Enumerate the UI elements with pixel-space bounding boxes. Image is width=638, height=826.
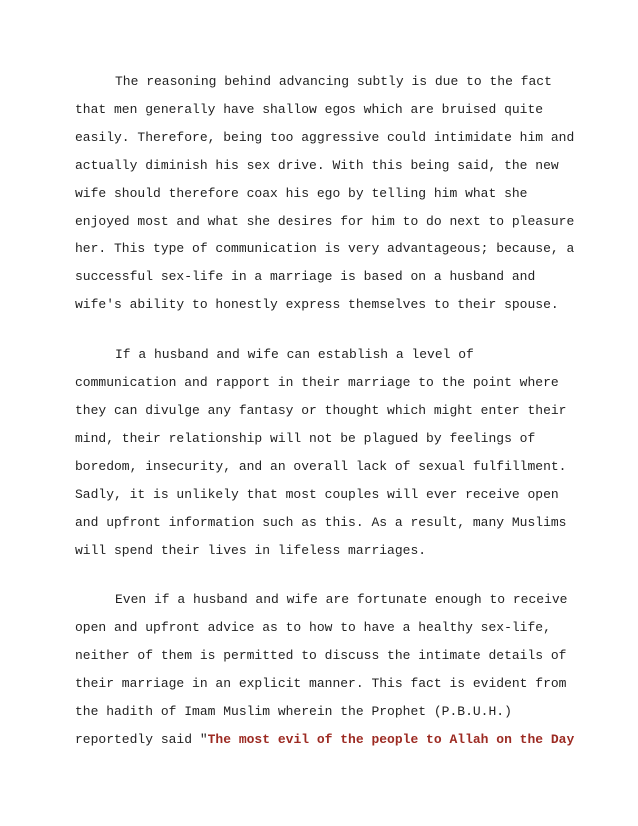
text-line: and upfront information such as this. As a result, many Muslims xyxy=(75,514,567,530)
text-line: that men generally have shallow egos which are bruised quite xyxy=(75,101,544,117)
text-line: the hadith of Imam Muslim wherein the Prophet (P.B.U.H.) xyxy=(75,704,512,720)
text-line: they can divulge any fantasy or thought which might enter their xyxy=(75,402,567,418)
quote-lead-in: reportedly said " xyxy=(75,731,208,747)
paragraph-2 xyxy=(75,341,565,564)
text-line: communication and rapport in their marriage to the point where xyxy=(75,375,559,391)
text-line: If a husband and wife can establish a level of xyxy=(115,347,474,363)
text-line: boredom, insecurity, and an overall lack of sexual fulfillment. xyxy=(75,458,567,474)
text-line: actually diminish his sex drive. With this being said, the new xyxy=(75,157,559,173)
text-line: open and upfront advice as to how to have a healthy sex-life, xyxy=(75,620,551,636)
hadith-quote: The most evil of the people to Allah on the Day xyxy=(207,731,575,747)
text-line: wife's ability to honestly express themselves to their spouse. xyxy=(75,297,559,313)
paragraph-1 xyxy=(75,68,575,319)
text-line: their marriage in an explicit manner. This fact is evident from xyxy=(75,676,567,692)
text-line: mind, their relationship will not be plagued by feelings of xyxy=(75,430,536,446)
text-line: Even if a husband and wife are fortunate enough to receive xyxy=(115,592,568,608)
paragraph-spacer xyxy=(75,564,565,586)
document-page xyxy=(75,68,575,754)
text-line: The reasoning behind advancing subtly is due to the fact xyxy=(115,74,552,89)
text-line: neither of them is permitted to discuss the intimate details of xyxy=(75,648,567,664)
text-line-with-quote xyxy=(75,726,575,754)
paragraph-3 xyxy=(75,586,575,753)
text-line: easily. Therefore, being too aggressive could intimidate him and xyxy=(75,129,575,145)
text-line: her. This type of communication is very advantageous; because, a xyxy=(75,241,575,257)
text-line: successful sex-life in a marriage is based on a husband and xyxy=(75,269,536,285)
text-line: will spend their lives in lifeless marriages. xyxy=(75,542,427,558)
text-line: wife should therefore coax his ego by telling him what she xyxy=(75,185,528,201)
text-line: Sadly, it is unlikely that most couples will ever receive open xyxy=(75,486,559,502)
paragraph-spacer xyxy=(75,319,565,341)
text-line: enjoyed most and what she desires for him to do next to pleasure xyxy=(75,213,575,229)
